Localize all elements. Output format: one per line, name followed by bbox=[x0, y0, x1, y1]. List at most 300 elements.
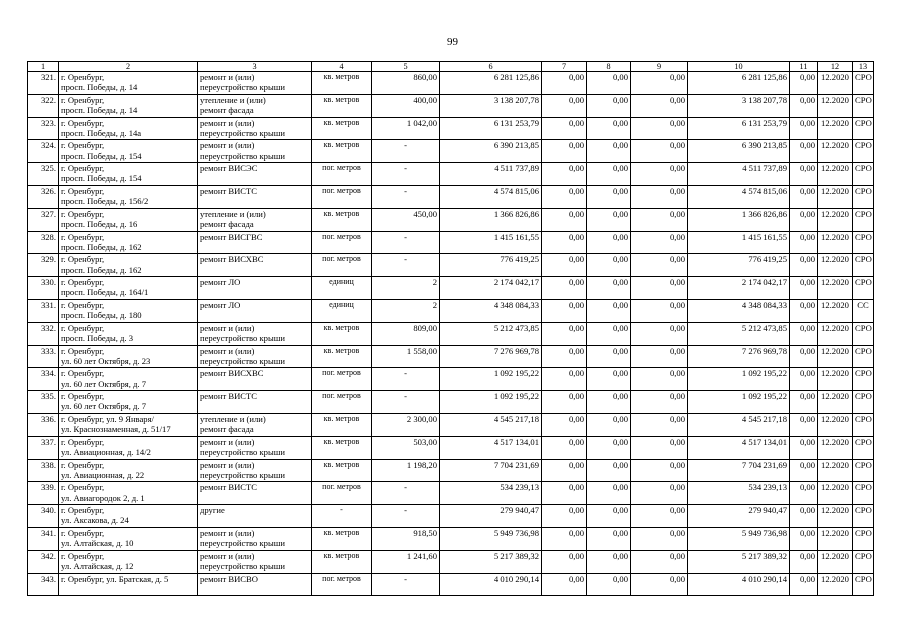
address-cell bbox=[59, 550, 198, 573]
completion-date-cell-line: 12.2020 bbox=[821, 140, 849, 151]
fund-amount-cell-line: 4 511 737,89 bbox=[742, 163, 787, 174]
amount-cell-line: 0,00 bbox=[612, 527, 628, 538]
unit-cell bbox=[312, 322, 372, 345]
address-cell bbox=[59, 254, 198, 277]
amount-cell-line: 0,00 bbox=[799, 117, 815, 128]
unit-cell bbox=[312, 482, 372, 505]
amount-cell-line: 0,00 bbox=[799, 254, 815, 265]
amount-cell bbox=[631, 208, 688, 231]
completion-date-cell-line: 12.2020 bbox=[821, 277, 849, 288]
total-cost-cell bbox=[440, 231, 542, 254]
address-cell bbox=[59, 482, 198, 505]
amount-cell bbox=[790, 550, 818, 573]
address-cell bbox=[59, 163, 198, 186]
amount-cell-line: 0,00 bbox=[612, 345, 628, 356]
amount-cell-line: 0,00 bbox=[669, 277, 685, 288]
address-cell-line: г. Оренбург, bbox=[61, 550, 105, 561]
amount-cell-line: 0,00 bbox=[669, 299, 685, 310]
method-code-cell-line: СРО bbox=[855, 550, 872, 561]
amount-cell-line: 0,00 bbox=[612, 368, 628, 379]
row-number bbox=[28, 436, 59, 459]
unit-cell bbox=[312, 208, 372, 231]
amount-cell bbox=[587, 231, 631, 254]
amount-cell-line: 0,00 bbox=[612, 72, 628, 82]
amount-cell-line: 0,00 bbox=[669, 505, 685, 516]
unit-cell bbox=[312, 254, 372, 277]
fund-amount-cell-line: 6 390 213,85 bbox=[741, 140, 787, 151]
volume-cell bbox=[372, 505, 440, 528]
unit-cell-line: пог. метров bbox=[322, 482, 361, 492]
address-cell-line: г. Оренбург, bbox=[61, 368, 105, 379]
address-cell-line: просп. Победы, д. 154 bbox=[61, 150, 142, 161]
volume-cell bbox=[372, 117, 440, 140]
amount-cell bbox=[631, 254, 688, 277]
address-cell bbox=[59, 322, 198, 345]
work-type-cell-line: ремонт и (или) bbox=[200, 527, 255, 538]
completion-date-cell bbox=[818, 391, 853, 414]
unit-cell bbox=[312, 231, 372, 254]
total-cost-cell bbox=[440, 345, 542, 368]
method-code-cell-line: СРО bbox=[855, 368, 872, 379]
volume-cell-line: 918,50 bbox=[413, 527, 437, 538]
amount-cell bbox=[790, 94, 818, 117]
amount-cell bbox=[542, 391, 587, 414]
unit-cell-line: кв. метров bbox=[323, 527, 360, 537]
amount-cell bbox=[631, 117, 688, 140]
repair-schedule-table bbox=[27, 61, 874, 596]
amount-cell-line: 0,00 bbox=[799, 163, 815, 174]
completion-date-cell bbox=[818, 459, 853, 482]
amount-cell bbox=[587, 185, 631, 208]
method-code-cell-line: СРО bbox=[855, 459, 872, 470]
completion-date-cell-line: 12.2020 bbox=[821, 254, 849, 265]
volume-cell-line: - bbox=[404, 185, 407, 196]
address-cell bbox=[59, 527, 198, 550]
amount-cell bbox=[631, 413, 688, 436]
row-number-line: 335. bbox=[40, 391, 56, 402]
address-cell-line: просп. Победы, д. 14 bbox=[61, 105, 138, 115]
row-number bbox=[28, 527, 59, 550]
method-code-cell bbox=[853, 459, 874, 482]
fund-amount-cell bbox=[688, 345, 790, 368]
address-cell-line: ул. Авиационная, д. 22 bbox=[61, 469, 145, 480]
table-row bbox=[28, 254, 874, 277]
work-type-cell bbox=[198, 94, 312, 117]
volume-cell bbox=[372, 550, 440, 573]
amount-cell-line: 0,00 bbox=[799, 391, 815, 402]
row-number bbox=[28, 185, 59, 208]
amount-cell-line: 0,00 bbox=[669, 459, 685, 470]
fund-amount-cell bbox=[688, 140, 790, 163]
work-type-cell-line: ремонт ВИСТС bbox=[200, 391, 258, 402]
volume-cell-line: - bbox=[404, 368, 407, 379]
work-type-cell bbox=[198, 459, 312, 482]
unit-cell-line: кв. метров bbox=[323, 436, 360, 446]
row-number bbox=[28, 163, 59, 186]
address-cell-line: г. Оренбург, bbox=[61, 299, 105, 310]
table-row bbox=[28, 550, 874, 573]
row-number bbox=[28, 391, 59, 414]
method-code-cell-line: СРО bbox=[855, 436, 872, 447]
amount-cell bbox=[542, 322, 587, 345]
address-cell bbox=[59, 72, 198, 95]
amount-cell bbox=[542, 413, 587, 436]
method-code-cell bbox=[853, 163, 874, 186]
method-code-cell bbox=[853, 391, 874, 414]
completion-date-cell bbox=[818, 163, 853, 186]
amount-cell-line: 0,00 bbox=[669, 482, 685, 493]
amount-cell-line: 0,00 bbox=[568, 436, 584, 447]
amount-cell bbox=[542, 436, 587, 459]
volume-cell bbox=[372, 163, 440, 186]
work-type-cell-line: другие bbox=[200, 505, 225, 516]
unit-cell-line: пог. метров bbox=[322, 231, 361, 241]
work-type-cell-line: ремонт и (или) bbox=[200, 459, 255, 470]
amount-cell-line: 0,00 bbox=[669, 391, 685, 402]
completion-date-cell-line: 12.2020 bbox=[821, 527, 849, 538]
amount-cell bbox=[631, 391, 688, 414]
volume-cell bbox=[372, 140, 440, 163]
table-row bbox=[28, 482, 874, 505]
amount-cell-line: 0,00 bbox=[669, 368, 685, 379]
unit-cell-line: пог. метров bbox=[322, 391, 361, 401]
address-cell-line: г. Оренбург, bbox=[61, 505, 105, 516]
work-type-cell bbox=[198, 527, 312, 550]
total-cost-cell-line: 4 511 737,89 bbox=[494, 163, 539, 174]
amount-cell bbox=[587, 573, 631, 596]
amount-cell bbox=[542, 163, 587, 186]
unit-cell bbox=[312, 368, 372, 391]
amount-cell bbox=[790, 254, 818, 277]
completion-date-cell-line: 12.2020 bbox=[821, 573, 849, 584]
method-code-cell bbox=[853, 72, 874, 95]
work-type-cell bbox=[198, 117, 312, 140]
volume-cell bbox=[372, 459, 440, 482]
total-cost-cell bbox=[440, 573, 542, 596]
work-type-cell-line: ремонт фасада bbox=[200, 218, 254, 229]
completion-date-cell-line: 12.2020 bbox=[821, 208, 849, 219]
amount-cell bbox=[790, 208, 818, 231]
amount-cell bbox=[587, 505, 631, 528]
work-type-cell bbox=[198, 413, 312, 436]
address-cell-line: ул. 60 лет Октября, д. 23 bbox=[61, 355, 151, 366]
fund-amount-cell-line: 6 131 253,79 bbox=[741, 117, 787, 128]
amount-cell bbox=[631, 573, 688, 596]
amount-cell bbox=[631, 185, 688, 208]
unit-cell-line: пог. метров bbox=[322, 185, 361, 195]
unit-cell-line: пог. метров bbox=[322, 163, 361, 173]
table-row bbox=[28, 391, 874, 414]
volume-cell-line: - bbox=[404, 163, 407, 174]
amount-cell-line: 0,00 bbox=[669, 117, 685, 128]
table-row bbox=[28, 368, 874, 391]
volume-cell-line: 1 558,00 bbox=[406, 345, 437, 356]
amount-cell bbox=[790, 163, 818, 186]
fund-amount-cell-line: 7 276 969,78 bbox=[741, 345, 787, 356]
method-code-cell bbox=[853, 117, 874, 140]
fund-amount-cell-line: 4 010 290,14 bbox=[741, 573, 787, 584]
row-number bbox=[28, 117, 59, 140]
page-number: 99 bbox=[447, 36, 458, 48]
amount-cell bbox=[587, 117, 631, 140]
work-type-cell-line: ремонт ЛО bbox=[200, 299, 241, 310]
amount-cell-line: 0,00 bbox=[612, 231, 628, 242]
address-cell bbox=[59, 185, 198, 208]
address-cell bbox=[59, 391, 198, 414]
work-type-cell-line: ремонт ВИСГВС bbox=[200, 231, 263, 242]
fund-amount-cell bbox=[688, 117, 790, 140]
address-cell bbox=[59, 505, 198, 528]
volume-cell-line: 503,00 bbox=[413, 436, 437, 447]
address-cell bbox=[59, 436, 198, 459]
row-number bbox=[28, 368, 59, 391]
amount-cell-line: 0,00 bbox=[669, 140, 685, 151]
fund-amount-cell bbox=[688, 254, 790, 277]
completion-date-cell-line: 12.2020 bbox=[821, 505, 849, 516]
amount-cell bbox=[587, 254, 631, 277]
table-row bbox=[28, 573, 874, 596]
work-type-cell-line: переустройство крыши bbox=[200, 127, 285, 138]
unit-cell bbox=[312, 413, 372, 436]
amount-cell-line: 0,00 bbox=[799, 527, 815, 538]
method-code-cell bbox=[853, 299, 874, 322]
address-cell-line: г. Оренбург, bbox=[61, 185, 105, 196]
amount-cell bbox=[587, 208, 631, 231]
work-type-cell-line: переустройство крыши bbox=[200, 560, 285, 571]
completion-date-cell bbox=[818, 277, 853, 300]
address-cell-line: г. Оренбург, bbox=[61, 459, 105, 470]
amount-cell-line: 0,00 bbox=[612, 299, 628, 310]
table-row bbox=[28, 163, 874, 186]
work-type-cell-line: ремонт ВИСТС bbox=[200, 185, 258, 196]
address-cell bbox=[59, 231, 198, 254]
address-cell-line: ул. Аксакова, д. 24 bbox=[61, 515, 129, 526]
amount-cell-line: 0,00 bbox=[568, 163, 584, 174]
amount-cell bbox=[587, 163, 631, 186]
volume-cell bbox=[372, 185, 440, 208]
volume-cell-line: 2 bbox=[432, 299, 437, 310]
completion-date-cell-line: 12.2020 bbox=[821, 345, 849, 356]
total-cost-cell-line: 1 415 161,55 bbox=[493, 231, 539, 242]
row-number bbox=[28, 94, 59, 117]
amount-cell-line: 0,00 bbox=[669, 345, 685, 356]
fund-amount-cell-line: 534 239,13 bbox=[748, 482, 787, 493]
completion-date-cell bbox=[818, 505, 853, 528]
method-code-cell-line: СРО bbox=[855, 527, 872, 538]
amount-cell-line: 0,00 bbox=[568, 231, 584, 242]
address-cell-line: г. Оренбург, bbox=[61, 436, 105, 447]
unit-cell bbox=[312, 117, 372, 140]
method-code-cell-line: СРО bbox=[855, 505, 872, 516]
address-cell-line: г. Оренбург, bbox=[61, 94, 105, 105]
row-number bbox=[28, 573, 59, 596]
amount-cell-line: 0,00 bbox=[568, 322, 584, 333]
completion-date-cell bbox=[818, 436, 853, 459]
address-cell-line: просп. Победы, д. 16 bbox=[61, 218, 138, 229]
column-header: 6 bbox=[440, 62, 542, 72]
row-number bbox=[28, 413, 59, 436]
amount-cell bbox=[631, 72, 688, 95]
total-cost-cell bbox=[440, 368, 542, 391]
volume-cell-line: 2 bbox=[432, 277, 437, 288]
total-cost-cell bbox=[440, 277, 542, 300]
table-row bbox=[28, 231, 874, 254]
address-cell-line: просп. Победы, д. 164/1 bbox=[61, 287, 149, 298]
volume-cell-line: 2 300,00 bbox=[406, 413, 437, 424]
method-code-cell-line: СРО bbox=[855, 117, 872, 128]
amount-cell bbox=[542, 72, 587, 95]
address-cell-line: ул. Алтайская, д. 10 bbox=[61, 538, 134, 549]
amount-cell-line: 0,00 bbox=[612, 94, 628, 105]
method-code-cell-line: СРО bbox=[855, 573, 872, 584]
total-cost-cell-line: 4 574 815,06 bbox=[493, 185, 539, 196]
fund-amount-cell bbox=[688, 322, 790, 345]
address-cell-line: просп. Победы, д. 162 bbox=[61, 264, 142, 275]
completion-date-cell-line: 12.2020 bbox=[821, 72, 849, 82]
amount-cell-line: 0,00 bbox=[669, 185, 685, 196]
work-type-cell-line: ремонт ВИСХВС bbox=[200, 368, 264, 379]
column-header: 2 bbox=[59, 62, 198, 72]
volume-cell bbox=[372, 573, 440, 596]
total-cost-cell-line: 2 174 042,17 bbox=[493, 277, 539, 288]
fund-amount-cell bbox=[688, 299, 790, 322]
unit-cell bbox=[312, 459, 372, 482]
amount-cell-line: 0,00 bbox=[612, 322, 628, 333]
row-number-line: 324. bbox=[40, 140, 56, 151]
address-cell-line: просп. Победы, д. 14 bbox=[61, 82, 138, 93]
volume-cell bbox=[372, 368, 440, 391]
table-row bbox=[28, 413, 874, 436]
fund-amount-cell-line: 279 940,47 bbox=[748, 505, 787, 516]
unit-cell bbox=[312, 527, 372, 550]
amount-cell bbox=[542, 345, 587, 368]
volume-cell-line: 400,00 bbox=[413, 94, 437, 105]
amount-cell-line: 0,00 bbox=[612, 391, 628, 402]
total-cost-cell-line: 4 517 134,01 bbox=[493, 436, 539, 447]
column-number-row bbox=[28, 62, 874, 72]
address-cell-line: просп. Победы, д. 180 bbox=[61, 310, 142, 321]
completion-date-cell bbox=[818, 72, 853, 95]
row-number-line: 325. bbox=[40, 163, 56, 174]
total-cost-cell-line: 1 366 826,86 bbox=[493, 208, 539, 219]
amount-cell bbox=[587, 550, 631, 573]
amount-cell-line: 0,00 bbox=[669, 231, 685, 242]
row-number bbox=[28, 459, 59, 482]
table-row bbox=[28, 345, 874, 368]
address-cell-line: ул. Авиационная, д. 14/2 bbox=[61, 446, 151, 457]
amount-cell-line: 0,00 bbox=[568, 550, 584, 561]
row-number-line: 331. bbox=[40, 299, 56, 310]
work-type-cell-line: ремонт фасада bbox=[200, 105, 254, 115]
completion-date-cell bbox=[818, 482, 853, 505]
completion-date-cell-line: 12.2020 bbox=[821, 459, 849, 470]
column-header: 11 bbox=[790, 62, 818, 72]
table-row bbox=[28, 140, 874, 163]
method-code-cell bbox=[853, 208, 874, 231]
amount-cell bbox=[790, 231, 818, 254]
total-cost-cell-line: 279 940,47 bbox=[500, 505, 539, 516]
amount-cell-line: 0,00 bbox=[799, 436, 815, 447]
amount-cell-line: 0,00 bbox=[799, 72, 815, 82]
row-number-line: 333. bbox=[40, 345, 56, 356]
amount-cell bbox=[631, 345, 688, 368]
row-number bbox=[28, 299, 59, 322]
table-row bbox=[28, 527, 874, 550]
completion-date-cell bbox=[818, 413, 853, 436]
total-cost-cell-line: 6 390 213,85 bbox=[493, 140, 539, 151]
address-cell-line: г. Оренбург, bbox=[61, 482, 105, 493]
address-cell bbox=[59, 413, 198, 436]
unit-cell-line: кв. метров bbox=[323, 459, 360, 469]
volume-cell-line: 860,00 bbox=[413, 72, 437, 82]
table-row bbox=[28, 72, 874, 95]
total-cost-cell-line: 1 092 195,22 bbox=[493, 391, 539, 402]
amount-cell-line: 0,00 bbox=[568, 277, 584, 288]
volume-cell bbox=[372, 94, 440, 117]
work-type-cell-line: ремонт ВИСТС bbox=[200, 482, 258, 493]
work-type-cell-line: ремонт ВИСВО bbox=[200, 573, 258, 584]
amount-cell-line: 0,00 bbox=[669, 527, 685, 538]
completion-date-cell-line: 12.2020 bbox=[821, 231, 849, 242]
address-cell-line: г. Оренбург, bbox=[61, 140, 105, 151]
table-row bbox=[28, 459, 874, 482]
unit-cell-line: пог. метров bbox=[322, 573, 361, 583]
method-code-cell-line: СРО bbox=[855, 163, 872, 174]
work-type-cell-line: ремонт ЛО bbox=[200, 277, 241, 288]
amount-cell-line: 0,00 bbox=[799, 505, 815, 516]
unit-cell bbox=[312, 72, 372, 95]
volume-cell-line: - bbox=[404, 505, 407, 516]
total-cost-cell bbox=[440, 117, 542, 140]
amount-cell-line: 0,00 bbox=[669, 72, 685, 82]
amount-cell bbox=[631, 277, 688, 300]
total-cost-cell-line: 4 348 084,33 bbox=[493, 299, 539, 310]
row-number-line: 321. bbox=[40, 72, 56, 82]
volume-cell-line: 1 198,20 bbox=[406, 459, 437, 470]
volume-cell bbox=[372, 277, 440, 300]
row-number-line: 330. bbox=[40, 277, 56, 288]
unit-cell-line: кв. метров bbox=[323, 413, 360, 423]
completion-date-cell-line: 12.2020 bbox=[821, 185, 849, 196]
completion-date-cell bbox=[818, 322, 853, 345]
unit-cell bbox=[312, 140, 372, 163]
work-type-cell bbox=[198, 482, 312, 505]
amount-cell-line: 0,00 bbox=[669, 208, 685, 219]
total-cost-cell bbox=[440, 550, 542, 573]
unit-cell-line: - bbox=[340, 505, 343, 515]
amount-cell bbox=[587, 436, 631, 459]
volume-cell bbox=[372, 299, 440, 322]
address-cell-line: г. Оренбург, bbox=[61, 527, 105, 538]
amount-cell bbox=[542, 94, 587, 117]
completion-date-cell-line: 12.2020 bbox=[821, 482, 849, 493]
row-number-line: 339. bbox=[40, 482, 56, 493]
address-cell bbox=[59, 94, 198, 117]
unit-cell-line: кв. метров bbox=[323, 322, 360, 332]
method-code-cell bbox=[853, 573, 874, 596]
amount-cell bbox=[542, 185, 587, 208]
amount-cell-line: 0,00 bbox=[568, 117, 584, 128]
amount-cell bbox=[631, 527, 688, 550]
row-number-line: 338. bbox=[40, 459, 56, 470]
work-type-cell bbox=[198, 231, 312, 254]
amount-cell bbox=[587, 277, 631, 300]
total-cost-cell bbox=[440, 505, 542, 528]
address-cell-line: г. Оренбург, bbox=[61, 277, 105, 288]
completion-date-cell bbox=[818, 368, 853, 391]
amount-cell-line: 0,00 bbox=[799, 413, 815, 424]
column-header: 9 bbox=[631, 62, 688, 72]
